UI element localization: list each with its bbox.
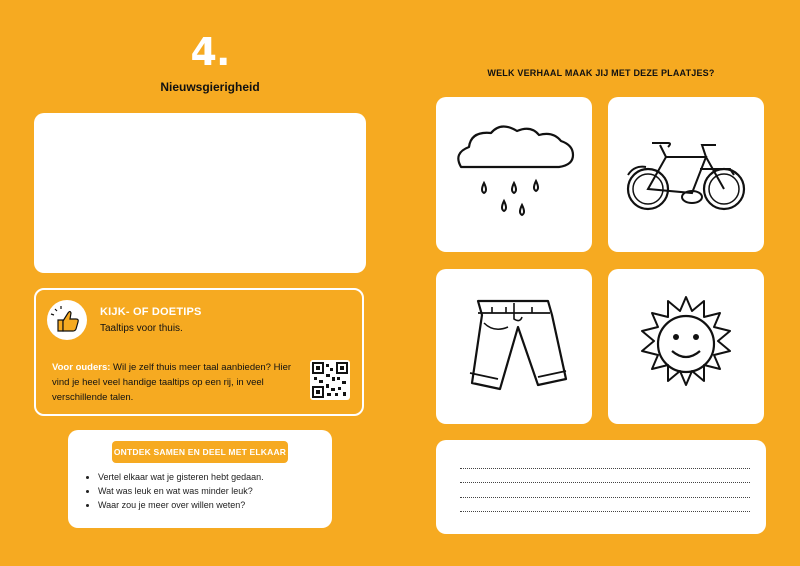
page-number: 4.	[190, 30, 230, 74]
discuss-item: • Vertel elkaar wat je gisteren hebt gedaan.	[98, 470, 264, 484]
qr-code[interactable]	[310, 360, 350, 400]
tips-body	[52, 360, 302, 405]
thumbs-up-icon	[47, 300, 87, 340]
picture-card-bicycle	[608, 97, 764, 252]
chapter-title: Nieuwsgierigheid	[160, 80, 260, 94]
parents-text: Wil je zelf thuis meer taal aanbieden? Hier vind je heel veel handige taaltips op een rij, in veel verschillende talen.	[52, 362, 292, 403]
discuss-item: • Wat was leuk en wat was minder leuk?	[98, 484, 264, 498]
writing-line[interactable]	[460, 482, 750, 483]
writing-lines-box[interactable]	[436, 440, 766, 534]
parents-label: Voor ouders:	[52, 362, 111, 373]
picture-card-rain	[436, 97, 592, 252]
sun-icon	[608, 269, 764, 424]
discuss-title: ONTDEK SAMEN EN DEEL MET ELKAAR	[112, 441, 288, 463]
story-heading: WELK VERHAAL MAAK JIJ MET DEZE PLAATJES?	[487, 68, 715, 78]
discuss-item: • Waar zou je meer over willen weten?	[98, 498, 264, 512]
picture-card-trousers	[436, 269, 592, 424]
tips-heading: KIJK- OF DOETIPS	[100, 306, 202, 318]
discuss-list	[84, 470, 264, 512]
writing-line[interactable]	[460, 511, 750, 512]
tips-subheading: Taaltips voor thuis.	[100, 323, 183, 334]
trousers-icon	[436, 269, 592, 424]
photo-placeholder	[34, 113, 366, 273]
writing-line[interactable]	[460, 468, 750, 469]
writing-line[interactable]	[460, 497, 750, 498]
picture-card-sun	[608, 269, 764, 424]
bicycle-icon	[608, 97, 764, 252]
rain-cloud-icon	[436, 97, 592, 252]
